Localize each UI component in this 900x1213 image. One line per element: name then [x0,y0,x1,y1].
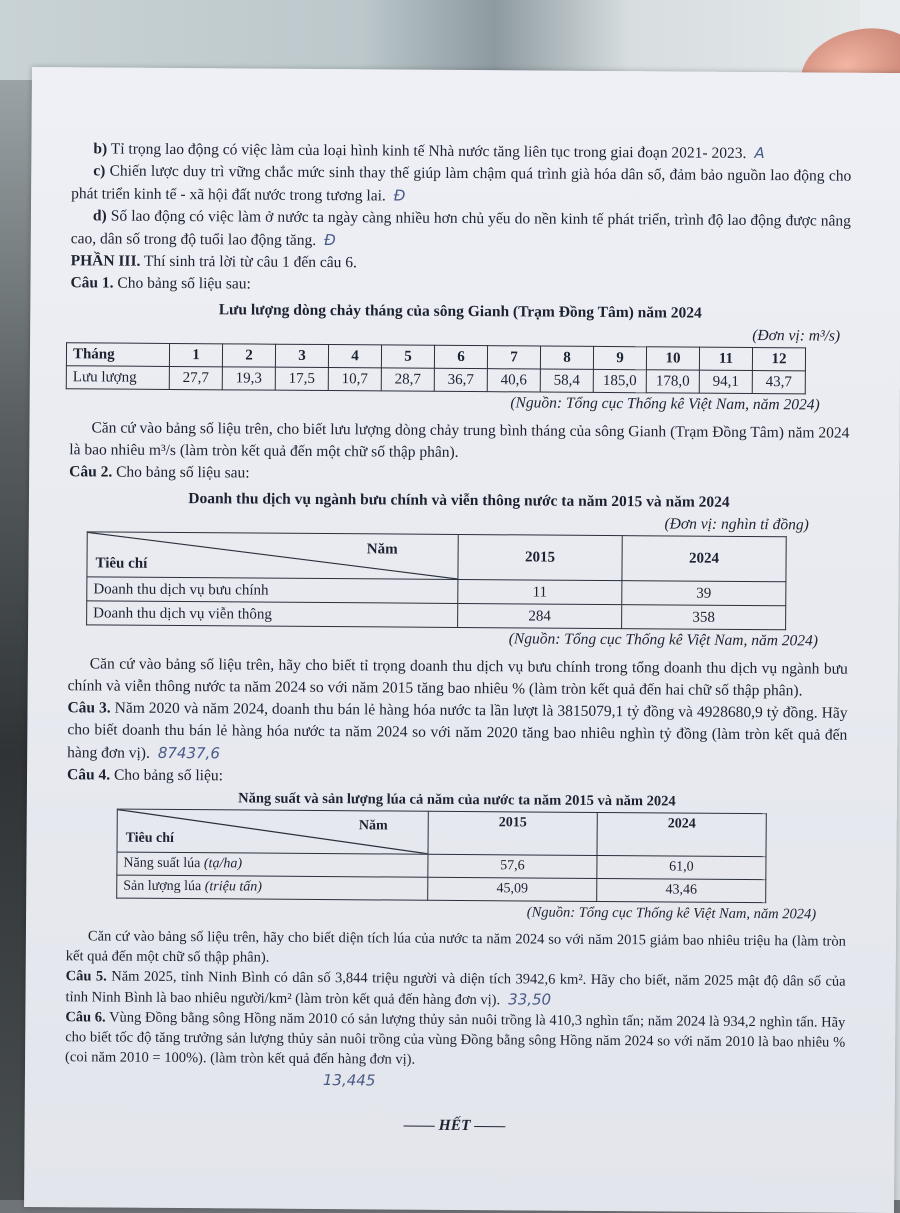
table-cell: 2 [222,344,275,367]
question-4-intro-text: Cho bảng số liệu: [110,766,223,785]
table-4-row2-label: Sản lượng lúa [123,878,205,895]
table-4-year-2024: 2024 [597,812,766,856]
question-6-text: Vùng Đồng bằng sông Hồng năm 2010 có sản lượng thủy sản nuôi trồng là 410,3 nghìn tấn; năm 2024 là 934,2 nghìn tấn. Hãy cho biết tốc độ tăng trưởng sản lượng thủy sản nuôi trồng của vùng Đồng bằng sông Hồng năm 2024 so với năm 2010 là bao nhiêu % (coi năm 2010 = 100%). (làm tròn kết quả đến hàng đơn vị). [65,1009,846,1068]
question-4-label: Câu 4. [66,766,111,784]
table-1 [66,342,806,394]
table-cell: 57,6 [428,854,597,878]
statement-d-label: d) [92,207,107,225]
question-5-text: Năm 2025, tỉnh Ninh Bình có dân số 3,844 triệu người và diện tích 3942,6 km². Hãy cho biết, năm 2025 mật độ dân số của tỉnh Ninh Bình là bao nhiêu người/km² (làm tròn kết quả đến hàng đơn vị). [65,968,846,1009]
table-4-row2-unit: (triệu tấn) [204,879,262,895]
table-cell: 6 [434,345,487,368]
table-cell: 3 [275,344,328,367]
table-cell: 5 [381,345,434,368]
table-2-year-2015: 2015 [458,534,622,580]
statement-c [71,160,851,210]
table-4-diagonal-header [117,809,428,854]
statement-d-text: Số lao động có việc làm ở nước ta ngày càng nhiều hơn chủ yếu do nền kinh tế phát triển, trình độ lao động được nâng cao, dân số trong độ tuổi lao động tăng. [70,207,851,249]
question-6 [65,1007,845,1072]
table-cell: 4 [328,345,381,368]
question-2-text: Căn cứ vào bảng số liệu trên, hãy cho biết tỉ trọng doanh thu dịch vụ bưu chính trong tổng doanh thu dịch vụ ngành bưu chính và viễn thông nước ta năm 2024 so với năm 2015 tăng bao nhiêu % (làm tròn kết quả đến hai chữ số thập phân). [67,655,848,700]
question-1-intro [70,272,850,299]
table-4-title: Năng suất và sản lượng lúa cả năm của nước ta năm 2015 và năm 2024 [238,790,676,810]
table-cell: 43,46 [597,878,766,902]
question-3 [67,697,847,769]
table-cell: 1 [169,343,222,366]
table-cell: 19,3 [222,367,275,390]
table-cell [117,875,428,900]
question-2-intro-text: Cho bảng số liệu sau: [112,463,250,482]
table-2-unit: (Đơn vị: nghìn tỉ đồng) [664,515,809,534]
table-1-title: Lưu lượng dòng chảy tháng của sông Gianh (Trạm Đồng Tâm) năm 2024 [218,301,702,322]
question-6-label: Câu 6. [65,1009,106,1026]
question-6-handwritten-line [65,1067,845,1095]
paper-content [64,137,851,1155]
table-4-source: (Nguồn: Tổng cục Thống kê Việt Nam, năm 2024) [526,904,817,923]
table-cell: 7 [487,346,540,369]
table-cell: 284 [458,603,622,628]
table-cell: 12 [752,348,805,371]
question-2-intro [69,461,849,488]
question-3-label: Câu 3. [67,699,111,717]
table-cell: 27,7 [169,366,222,389]
statement-c-label: c) [93,162,106,180]
table-4 [116,809,767,904]
table-cell: 94,1 [699,370,752,393]
statement-d-mark: Đ [324,231,336,250]
table-1-flow-header: Lưu lượng [66,366,169,390]
table-1-unit: (Đơn vị: m³/s) [752,327,841,345]
question-5-handwritten-answer: 33,50 [508,990,552,1009]
table-4-row1-label: Năng suất lúa [123,855,204,872]
statement-c-mark: Đ [393,186,406,205]
table-2 [86,531,787,630]
end-marker: —— HẾT —— [403,1116,506,1135]
statement-d [71,205,851,255]
table-cell: 185,0 [593,369,646,392]
exam-paper [24,67,900,1213]
table-cell: 358 [622,605,786,630]
table-cell [117,852,428,877]
table-2-year-2024: 2024 [622,536,786,582]
question-3-text: Năm 2020 và năm 2024, doanh thu bán lẻ hàng hóa nước ta lần lượt là 3815079,1 tỷ đồng và 4928680,9 tỷ đồng. Hãy cho biết doanh thu bán lẻ hàng hóa nước ta năm 2024 so với năm 2020 tăng bao nhiêu nghìn tỷ đồng (làm tròn kết quả đến hàng đơn vị). [67,699,848,762]
question-1-text: Căn cứ vào bảng số liệu trên, cho biết lưu lượng dòng chảy trung bình tháng của sông Gianh (Trạm Đồng Tâm) năm 2024 là bao nhiêu m³/s (làm tròn kết quả đến một chữ số thập phân). [69,419,850,461]
table-2-header-row [87,532,786,582]
table-cell: 11 [458,579,622,604]
question-1-intro-text: Cho bảng số liệu sau: [113,274,251,293]
table-4-criteria-header: Tiêu chí [125,830,175,846]
table-4-year-header: Năm [358,818,388,834]
question-6-handwritten-answer: 13,445 [322,1071,376,1090]
table-cell: 28,7 [381,368,434,391]
table-2-criteria-header: Tiêu chí [95,555,148,572]
table-2-diagonal-header [87,532,458,580]
table-cell: 9 [593,346,646,369]
table-4-row1-unit: (tạ/ha) [203,856,243,872]
question-2-label: Câu 2. [69,463,113,481]
question-1-label: Câu 1. [70,274,114,292]
table-cell: 61,0 [597,855,766,879]
question-5 [65,966,845,1012]
table-2-source: (Nguồn: Tổng cục Thống kê Việt Nam, năm 2024) [508,630,819,650]
table-cell: 17,5 [275,367,328,390]
table-cell: 8 [540,346,593,369]
table-cell: 10 [646,347,699,370]
statement-c-text: Chiến lược duy trì vững chắc mức sinh thay thế giúp làm chậm quá trình già hóa dân số, đảm bảo nguồn lao động cho phát triển kinh tế - xã hội đất nước trong tương lai. [71,162,852,205]
table-cell: 43,7 [752,371,805,394]
statement-b-label: b) [93,140,108,158]
table-cell: 36,7 [434,368,487,391]
question-5-label: Câu 5. [65,968,107,985]
question-4-text: Căn cứ vào bảng số liệu trên, hãy cho biết diện tích lúa của nước ta năm 2024 so với năm 2015 giảm bao nhiêu triệu ha (làm tròn kết quả đến một chữ số thập phân). [65,928,846,966]
table-1-month-header: Tháng [66,343,169,367]
part-three-label: PHẦN III. [70,252,141,270]
table-4-year-2015: 2015 [428,811,597,855]
table-cell: 178,0 [646,370,699,393]
table-cell: 58,4 [540,369,593,392]
table-2-title: Doanh thu dịch vụ ngành bưu chính và viễn thông nước ta năm 2015 và năm 2024 [188,490,730,511]
statement-b-text: Tỉ trọng lao động có việc làm của loại hình kinh tế Nhà nước tăng liên tục trong giai đoạn 2021- 2023. [107,140,747,162]
table-cell: 40,6 [487,369,540,392]
table-cell: 11 [699,347,752,370]
table-cell: Doanh thu dịch vụ viễn thông [87,601,458,628]
table-4-header-row [117,809,766,857]
table-cell: 45,09 [428,877,597,901]
statement-b-mark: A [754,144,765,163]
table-cell: 39 [622,581,786,606]
table-cell: 10,7 [328,368,381,391]
table-1-source: (Nguồn: Tổng cục Thống kê Việt Nam, năm 2024) [510,394,820,414]
part-three-text: Thí sinh trả lời từ câu 1 đến câu 6. [140,252,357,272]
question-3-handwritten-answer: 87437,6 [157,743,220,763]
table-2-year-header: Năm [366,541,398,558]
table-cell: Doanh thu dịch vụ bưu chính [87,577,458,604]
